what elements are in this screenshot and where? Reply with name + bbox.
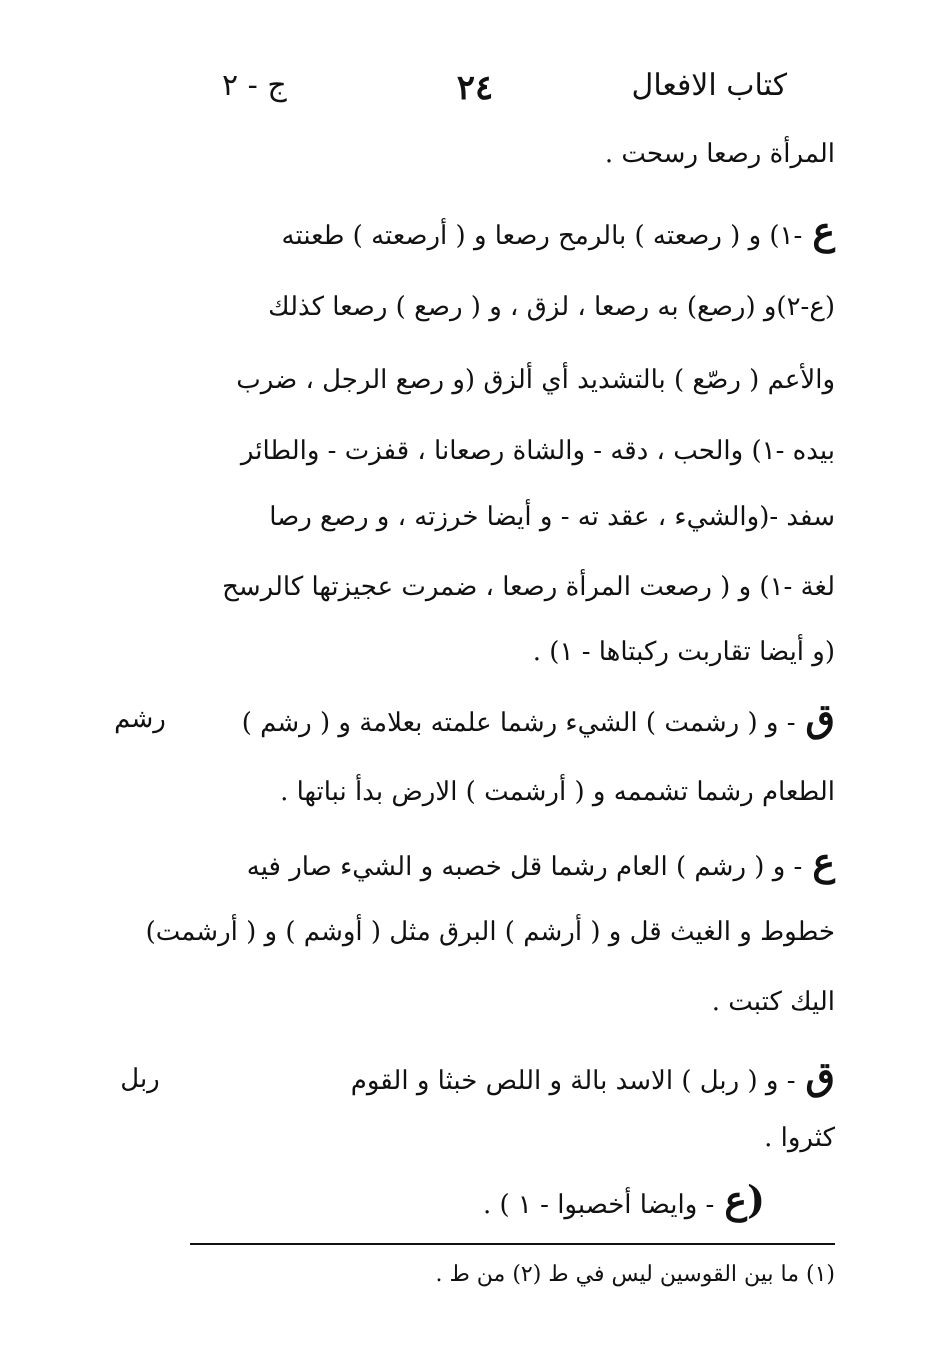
book-title: كتاب الافعال [631, 68, 787, 103]
entry-letter: ع [812, 208, 835, 253]
text-line [190, 567, 835, 607]
footnote: (١) ما بين القوسين ليس في ط (٢) من ط . [435, 1262, 835, 1287]
volume-label: ج - ٢ [222, 68, 287, 103]
line-text: (ع-٢)و (رصع) به رصعا ، لزق ، و ( رصع ) رصعا كذلك [268, 292, 835, 322]
entry-letter: (ع [724, 1177, 765, 1222]
line-text: المرأة رصعا رسحت . [604, 139, 835, 169]
footnote-divider [190, 1243, 835, 1245]
line-text: - و ( ربل ) الاسد بالة و اللص خبثا و القوم [350, 1066, 796, 1096]
line-text: -١) و ( رصعته ) بالرمح رصعا و ( أرصعته ) طعنته [281, 221, 803, 251]
line-text: كثروا . [764, 1123, 835, 1153]
text-line [190, 982, 835, 1022]
line-text: اليك كتبت . [711, 987, 835, 1017]
text-line [190, 497, 835, 537]
margin-root-word: ربل [120, 1064, 160, 1094]
page-number: ٢٤ [456, 68, 494, 108]
margin-root-word: رشم [114, 704, 166, 734]
text-line [190, 431, 835, 471]
line-text: - و ( رشم ) العام رشما قل خصبه و الشيء صار فيه [246, 852, 803, 882]
text-line [190, 287, 835, 327]
text-line [145, 912, 835, 952]
line-text: والأعم ( رصّع ) بالتشديد أي ألزق (و رصع الرجل ، ضرب [236, 365, 835, 395]
text-line [190, 839, 835, 887]
line-text: - وايضا أخصبوا - ١ ) . [482, 1190, 715, 1220]
line-text: لغة -١) و ( رصعت المرأة رصعا ، ضمرت عجيزتها كالرسح [222, 572, 835, 602]
text-line [190, 208, 835, 256]
text-line [190, 772, 835, 812]
line-text: خطوط و الغيث قل و ( أرشم ) البرق مثل ( أوشم ) و ( أرشمت) [145, 917, 835, 947]
text-line [190, 632, 835, 672]
line-text: الطعام رشما تشممه و ( أرشمت ) الارض بدأ نباتها . [280, 777, 835, 807]
line-text: سفد -(والشيء ، عقد ته - و أيضا خرزته ، و رصع رصا [269, 502, 835, 532]
text-line [190, 1053, 835, 1101]
entry-letter: ع [812, 839, 835, 884]
entry-letter: ق [805, 1053, 835, 1098]
text-line [395, 1177, 765, 1225]
text-line [190, 360, 835, 400]
text-line [190, 1118, 835, 1158]
entry-letter: ق [805, 695, 835, 740]
line-text: - و ( رشمت ) الشيء رشما علمته بعلامة و ( رشم ) [241, 708, 796, 738]
line-text: بيده -١) والحب ، دقه - والشاة رصعانا ، قفزت - والطائر [240, 436, 835, 466]
text-line [425, 134, 835, 174]
line-text: (و أيضا تقاربت ركبتاها - ١) . [532, 637, 835, 667]
text-line [190, 695, 835, 743]
